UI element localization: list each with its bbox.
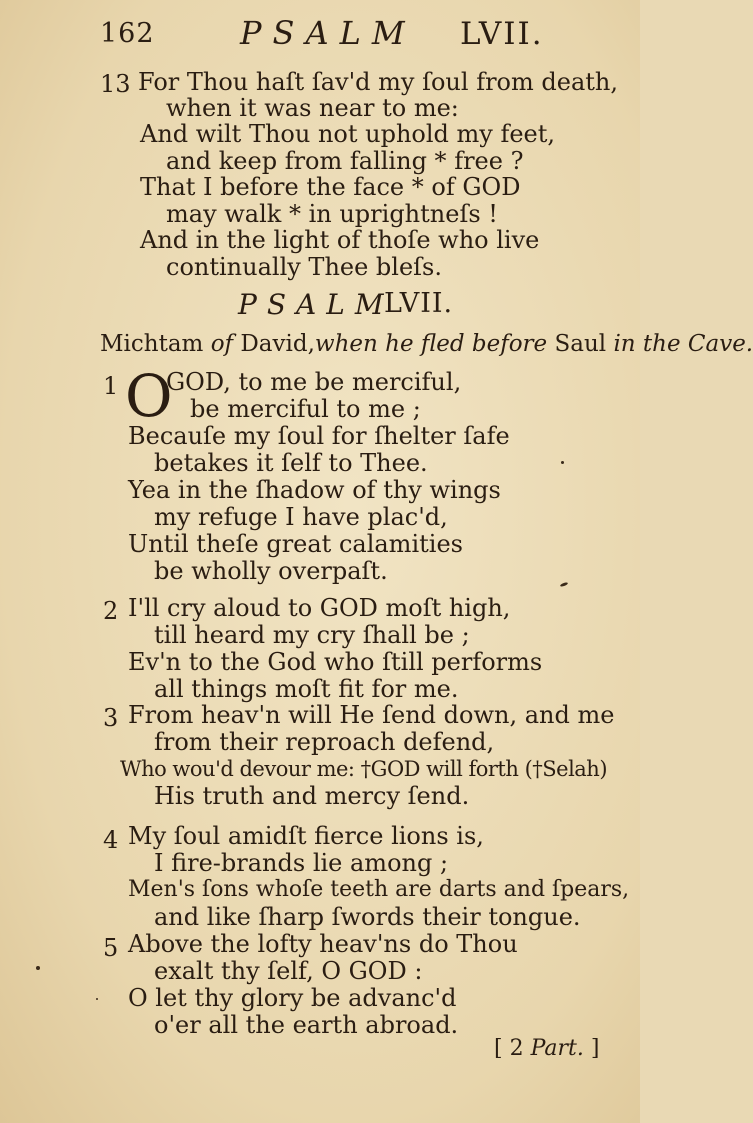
psalm-subtitle bbox=[100, 330, 753, 358]
ink-speck bbox=[36, 966, 40, 970]
ink-speck bbox=[561, 461, 564, 464]
verse-line: Men's ſons whoſe teeth are darts and ſpears, bbox=[128, 877, 630, 902]
psalm-heading bbox=[0, 286, 640, 322]
verse-number: 5 bbox=[103, 934, 119, 962]
verse-line: Who wou'd devour me: †GOD will forth (†Selah) bbox=[120, 757, 608, 781]
verse-line: exalt thy ſelf, O GOD : bbox=[154, 957, 423, 985]
verse-line: And in the light of thoſe who live bbox=[140, 226, 540, 254]
psalm-number: LVII. bbox=[384, 288, 454, 319]
running-title: PSALM bbox=[240, 14, 416, 52]
verse-line: I'll cry aloud to GOD moſt high, bbox=[128, 594, 511, 622]
subtitle-italic: when he fled before bbox=[314, 331, 555, 357]
verse-line: I fire-brands lie among ; bbox=[154, 849, 449, 877]
subtitle-italic: in the Cave. bbox=[613, 331, 753, 357]
verse-line: o'er all the earth abroad. bbox=[154, 1011, 459, 1039]
ink-speck bbox=[96, 998, 98, 1000]
verse-line: my refuge I have plac'd, bbox=[154, 503, 448, 531]
verse-line: My ſoul amidſt fierce lions is, bbox=[128, 822, 484, 850]
verse-line: From heav'n will He ſend down, and me bbox=[128, 701, 615, 729]
verse-number: 3 bbox=[103, 704, 119, 732]
catchword-label: Part. bbox=[530, 1036, 584, 1061]
psalm-title: PSALM bbox=[238, 288, 394, 321]
catchword-bracket: ] bbox=[583, 1036, 600, 1061]
verse-number: 4 bbox=[103, 826, 119, 854]
verse-line: may walk * in uprightneſs ! bbox=[166, 200, 498, 228]
verse-line: be merciful to me ; bbox=[190, 395, 421, 423]
verse-line: For Thou haſt ſav'd my ſoul from death, bbox=[138, 68, 618, 96]
verse-line: That I before the face * of GOD bbox=[140, 173, 521, 201]
verse-line: Above the lofty heav'ns do Thou bbox=[128, 930, 518, 958]
verse-line: and keep from falling * free ? bbox=[166, 147, 524, 175]
running-header bbox=[0, 14, 640, 54]
subtitle-text: Saul bbox=[554, 331, 614, 357]
verse-number: 1 bbox=[103, 372, 119, 400]
catchword bbox=[494, 1036, 599, 1061]
drop-cap: O bbox=[125, 362, 173, 430]
verse-line: when it was near to me: bbox=[166, 94, 459, 122]
subtitle-text: David, bbox=[240, 331, 315, 357]
verse-line: And wilt Thou not uphold my feet, bbox=[140, 120, 556, 148]
verse-line: O let thy glory be advanc'd bbox=[128, 984, 457, 1012]
ink-speck bbox=[560, 582, 569, 588]
verse-number: 2 bbox=[103, 597, 119, 625]
verse-number: 13 bbox=[100, 70, 131, 98]
verse-line: till heard my cry ſhall be ; bbox=[154, 621, 470, 649]
running-psalm-number: LVII. bbox=[460, 16, 544, 52]
verse-line: all things moſt fit for me. bbox=[154, 675, 459, 703]
verse-line: Yea in the ſhadow of thy wings bbox=[128, 476, 501, 504]
verse-line: continually Thee bleſs. bbox=[166, 253, 442, 281]
verse-line: betakes it ſelf to Thee. bbox=[154, 449, 428, 477]
subtitle-text: Michtam bbox=[100, 331, 211, 357]
verse-line: Ev'n to the God who ſtill performs bbox=[128, 648, 543, 676]
subtitle-italic: of bbox=[210, 331, 241, 357]
verse-line: and like ſharp ſwords their tongue. bbox=[154, 903, 581, 931]
catchword-bracket: [ 2 bbox=[494, 1036, 531, 1061]
page-number: 162 bbox=[100, 18, 155, 49]
verse-line: His truth and mercy ſend. bbox=[154, 782, 470, 810]
verse-line: Until theſe great calamities bbox=[128, 530, 463, 558]
verse-line: GOD, to me be merciful, bbox=[166, 368, 462, 396]
verse-line: be wholly overpaſt. bbox=[154, 557, 388, 585]
verse-line: Becauſe my ſoul for ſhelter ſafe bbox=[128, 422, 510, 450]
verse-line: from their reproach defend, bbox=[154, 728, 495, 756]
